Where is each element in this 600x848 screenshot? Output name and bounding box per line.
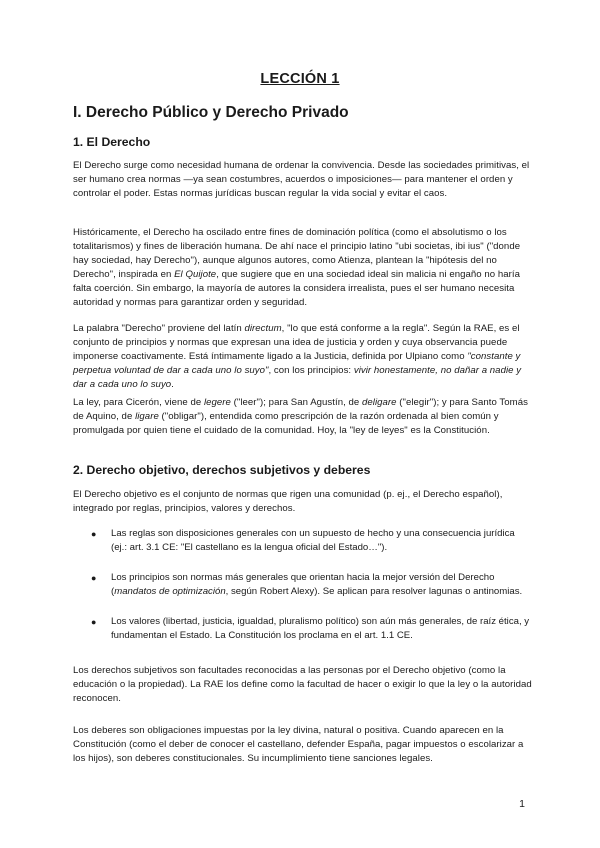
list-item-values: ● Los valores (libertad, justicia, igualdad, pluralismo político) son aún más generales, de raíz ética, y fundamentan el Estado. La Constitución los proclama en el art. 1.1 CE.: [91, 616, 530, 642]
paragraph-3: La palabra "Derecho" proviene del latín directum, "lo que está conforme a la regla". Según la RAE, es el conjunto de principios y normas que expresan una idea de justicia y orden y cuya observancia puede imponerse coactivamente. Está íntimamente ligado a la Justicia, definida por Ulpiano como "constante y perpetua voluntad de dar a cada uno lo suyo", con los principios: vivir honestamente, no dañar a nadie y dar a cada uno lo suyo.: [73, 323, 522, 391]
paragraph-2: Históricamente, el Derecho ha oscilado entre fines de dominación política (como el absolutismo o los totalitarismos) y fines de liberación humana. De ahí nace el principio latino "ubi societas, ibi ius" ("donde hay sociedad, hay Derecho"), aunque algunos autores, como Atienza, plantean la "hipótesis del no Derecho", inspirada en El Quijote, que sugiere que en una sociedad ideal sin malicia ni engaño no haría falta coerción. Sin embargo, la mayoría de autores la considera irrealista, pues el ser humano necesita autoridad y normas para garantizar orden y seguridad.: [73, 227, 521, 309]
paragraph-objective-law: El Derecho objetivo es el conjunto de normas que rigen una comunidad (p. ej., el Derecho español), integrado por reglas, principios, valores y derechos.: [73, 489, 503, 515]
paragraph-4: La ley, para Cicerón, viene de legere ("leer"); para San Agustín, de deligare ("elegir"); y para Santo Tomás de Aquino, de ligare ("obligar"), entendida como prescripción de la razón ordenada al bien común y promulgada por quien tiene el cuidado de la comunidad. Hoy, la "ley de leyes" es la Constitución.: [73, 397, 528, 437]
subsection-title-1: 1. El Derecho: [73, 135, 151, 149]
section-title: I. Derecho Público y Derecho Privado: [73, 104, 349, 121]
paragraph-subjective-rights: Los derechos subjetivos son facultades reconocidas a las personas por el Derecho objetivo (como la educación o la propiedad). La RAE los define como la facultad de hacer o exigir lo que la ley o la autoridad reconocen.: [73, 665, 532, 705]
bullet-icon: ●: [91, 573, 97, 584]
list-item-principles: ● Los principios son normas más generales que orientan hacia la mejor versión del Derecho (mandatos de optimización, según Robert Alexy). Se aplican para resolver lagunas o antinomias.: [91, 572, 523, 598]
subsection-title-2: 2. Derecho objetivo, derechos subjetivos y deberes: [73, 463, 371, 477]
page-number: 1: [519, 798, 525, 810]
lesson-title: LECCIÓN 1: [260, 71, 340, 87]
paragraph-1: El Derecho surge como necesidad humana de ordenar la convivencia. Desde las sociedades primitivas, el ser humano crea normas —ya sean costumbres, acuerdos o imposiciones— para mantener el orden y controlar el poder. Estas normas jurídicas buscan regular la vida social y evitar el caos.: [73, 160, 530, 200]
paragraph-duties: Los deberes son obligaciones impuestas por la ley divina, natural o positiva. Cuando aparecen en la Constitución (como el deber de conocer el castellano, defender España, pagar impuestos o escolarizar a los hijos), son deberes constitucionales. Su incumplimiento tiene sanciones legales.: [73, 725, 524, 765]
list-item-rules: ● Las reglas son disposiciones generales con un supuesto de hecho y una consecuencia jurídica (ej.: art. 3.1 CE: "El castellano es la lengua oficial del Estado…").: [91, 528, 515, 554]
bullet-list: [91, 527, 531, 660]
bullet-icon: ●: [91, 617, 97, 628]
bullet-icon: ●: [91, 529, 97, 539]
